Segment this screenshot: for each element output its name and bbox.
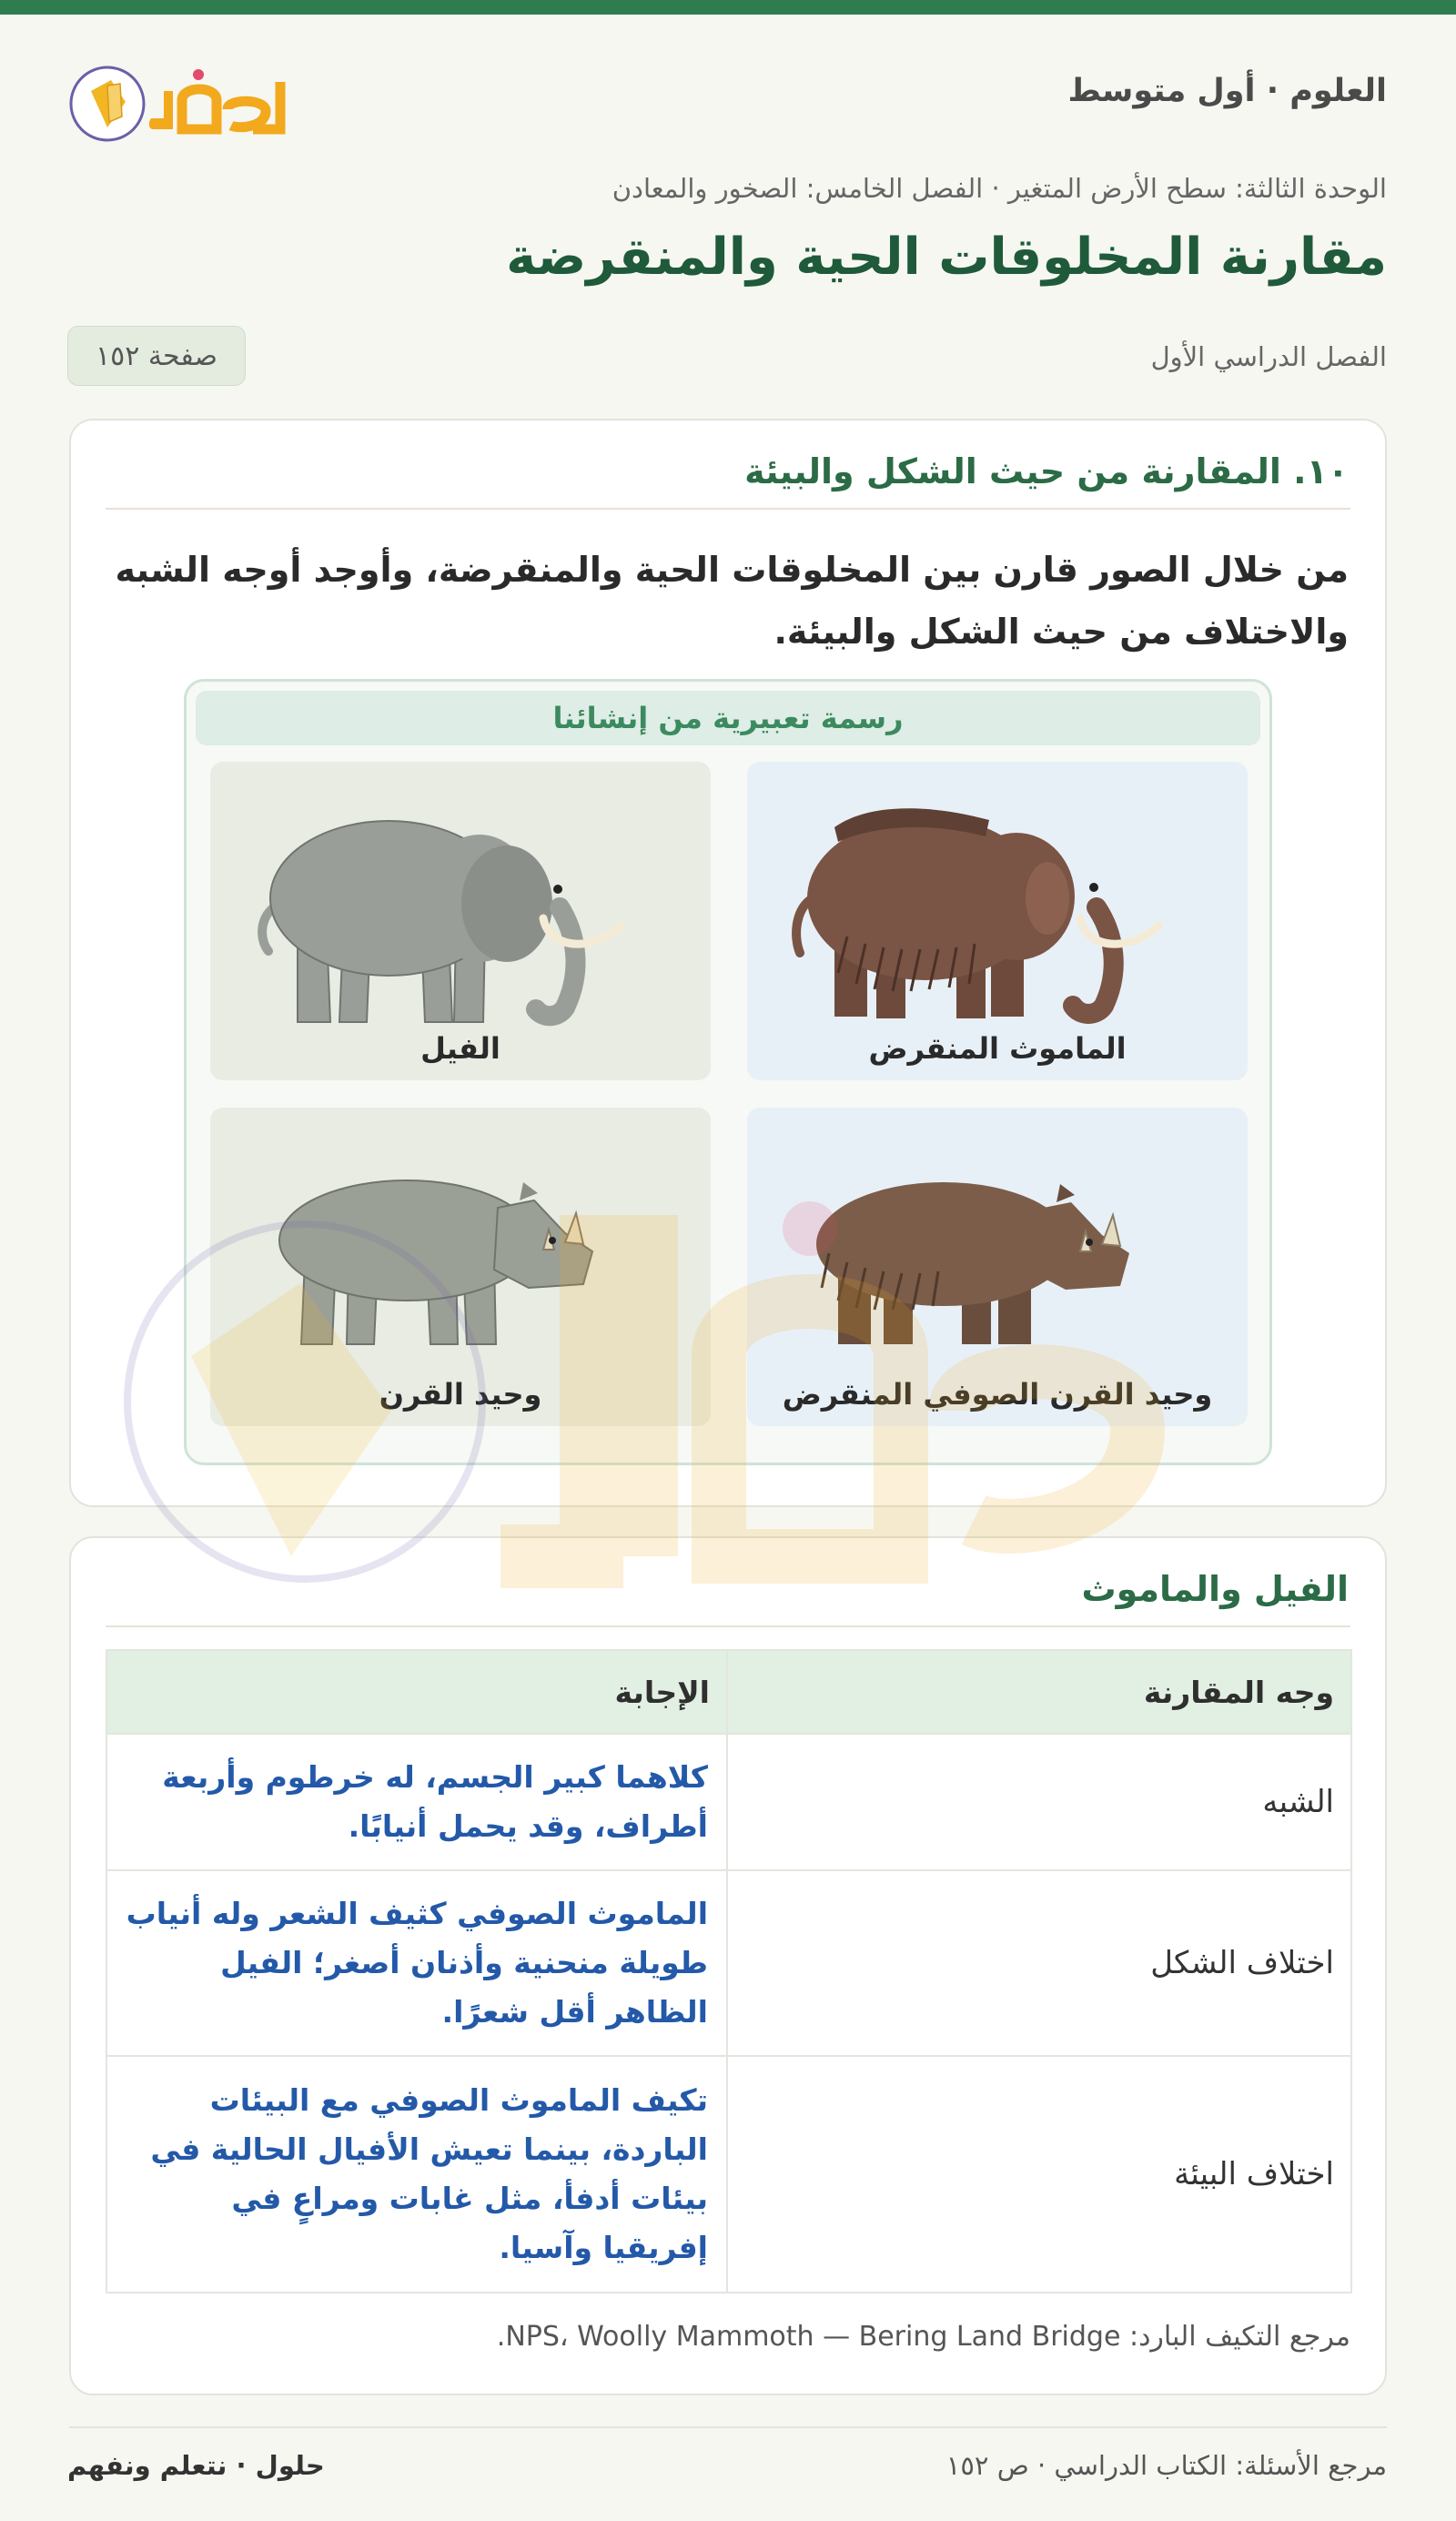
panel-mammoth xyxy=(747,762,1248,1080)
figure-title: رسمة تعبيرية من إنشائنا xyxy=(196,691,1260,745)
heading-divider xyxy=(106,508,1350,510)
panel-elephant xyxy=(210,762,711,1080)
panel-woolly-rhino xyxy=(747,1108,1248,1426)
caption-mammoth: الماموث المنقرض xyxy=(868,1031,1127,1066)
table-header-row xyxy=(106,1650,1351,1734)
question-prompt: من خلال الصور قارن بين المخلوقات الحية والمنقرضة، وأوجد أوجه الشبه والاختلاف من حيث الشكل والبيئة. xyxy=(115,550,1349,652)
question-heading: ١٠. المقارنة من حيث الشكل والبيئة xyxy=(744,451,1349,491)
table-row xyxy=(106,2056,1351,2293)
unit-breadcrumb: الوحدة الثالثة: سطح الأرض المتغير · الفصل الخامس: الصخور والمعادن xyxy=(612,173,1387,204)
question-card xyxy=(69,419,1387,1507)
panel-rhino xyxy=(210,1108,711,1426)
caption-woolly-rhino: وحيد القرن الصوفي المنقرض xyxy=(782,1377,1213,1412)
footer-divider xyxy=(69,2426,1387,2428)
row-aspect: اختلاف البيئة xyxy=(727,2056,1351,2293)
caption-rhino: وحيد القرن xyxy=(379,1377,542,1412)
footer-brand: حلول · نتعلم ونفهم xyxy=(67,2450,325,2481)
table-row xyxy=(106,1734,1351,1870)
row-answer: الماموث الصوفي كثيف الشعر وله أنياب طويلة منحنية وأذنان أصغر؛ الفيل الظاهر أقل شعرًا. xyxy=(106,1870,727,2056)
comparison-figure xyxy=(184,679,1272,1465)
reference-note[interactable]: مرجع التكيف البارد: NPS، Woolly Mammoth — Bering Land Bridge. xyxy=(496,2321,1350,2353)
comparison-divider xyxy=(106,1625,1350,1627)
comparison-card xyxy=(69,1536,1387,2395)
caption-elephant: الفيل xyxy=(420,1031,500,1066)
semester-label: الفصل الدراسي الأول xyxy=(1150,341,1387,372)
row-answer: تكيف الماموث الصوفي مع البيئات الباردة، بينما تعيش الأفيال الحالية في بيئات أدفأ، مثل غابات ومراعٍ في إفريقيا وآسيا. xyxy=(106,2056,727,2293)
comparison-heading: الفيل والماموث xyxy=(1081,1569,1349,1609)
column-header-answer: الإجابة xyxy=(106,1650,727,1734)
row-answer: كلاهما كبير الجسم، له خرطوم وأربعة أطراف، وقد يحمل أنيابًا. xyxy=(106,1734,727,1870)
page-title: مقارنة المخلوقات الحية والمنقرضة xyxy=(506,228,1387,287)
footer-source: مرجع الأسئلة: الكتاب الدراسي · ص ١٥٢ xyxy=(945,2450,1387,2481)
row-aspect: اختلاف الشكل xyxy=(727,1870,1351,2056)
top-accent-bar xyxy=(0,0,1456,15)
column-header-aspect: وجه المقارنة xyxy=(727,1650,1351,1734)
table-row xyxy=(106,1870,1351,2056)
comparison-table xyxy=(106,1649,1352,2293)
hulul-logo[interactable] xyxy=(66,46,311,146)
page-badge: صفحة ١٥٢ xyxy=(67,326,246,386)
subject-label: العلوم · أول متوسط xyxy=(1067,73,1387,109)
row-aspect: الشبه xyxy=(727,1734,1351,1870)
